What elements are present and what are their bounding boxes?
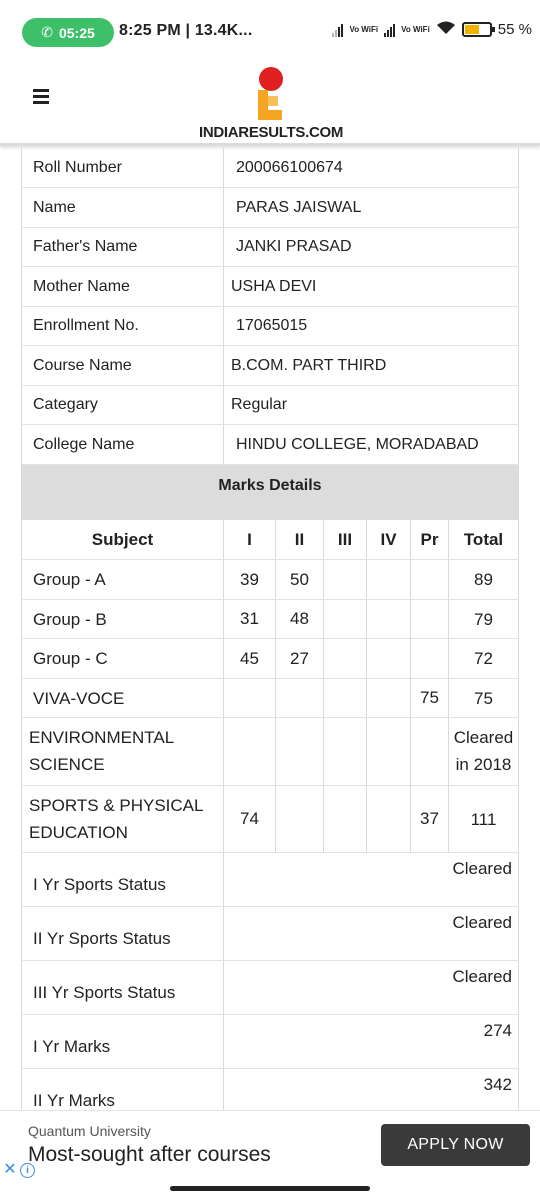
- mark-total: 72: [474, 649, 493, 668]
- subject-cell: VIVA-VOCE: [22, 679, 224, 717]
- row-label: College Name: [22, 425, 224, 464]
- row-label: Mother Name: [22, 267, 224, 306]
- subject-cell: Group - A: [22, 560, 224, 599]
- row-value: 17065015: [236, 317, 308, 334]
- logo-mark-icon: [254, 66, 286, 122]
- mark-total: Cleared in 2018: [453, 728, 514, 774]
- info-icon[interactable]: i: [20, 1163, 35, 1178]
- mark-ii: [276, 679, 324, 717]
- table-row: [21, 718, 519, 786]
- row-value: 200066100674: [236, 158, 343, 176]
- row-value: USHA DEVI: [231, 277, 317, 295]
- site-header: [0, 64, 540, 146]
- summary-value: Cleared: [452, 913, 512, 932]
- table-row: [21, 786, 519, 853]
- mark-iii: [324, 639, 367, 678]
- mark-pr: [411, 639, 449, 678]
- subject-cell: Group - C: [22, 639, 224, 678]
- table-row: [21, 148, 519, 188]
- marks-header-row: [21, 520, 519, 560]
- subject-cell: SPORTS & PHYSICAL EDUCATION: [22, 786, 224, 852]
- col-header-pr: Pr: [411, 520, 449, 559]
- mark-i: [224, 679, 276, 717]
- mark-ii: [276, 786, 324, 852]
- table-row: [21, 228, 519, 267]
- row-value: JANKI PRASAD: [236, 238, 352, 255]
- battery-percent: 55 %: [497, 21, 532, 38]
- row-label: Name: [22, 188, 224, 227]
- mark-i: 45: [224, 639, 276, 678]
- table-row: [21, 679, 519, 718]
- mark-pr: [411, 560, 449, 599]
- row-label: Father's Name: [22, 228, 224, 266]
- mark-i: 39: [224, 560, 276, 599]
- summary-label: II Yr Sports Status: [22, 907, 224, 960]
- mark-pr: [411, 600, 449, 638]
- row-value: Regular: [231, 396, 288, 413]
- mark-ii: [276, 718, 324, 785]
- mark-total: 79: [474, 609, 493, 629]
- table-row: [21, 961, 519, 1015]
- row-value: PARAS JAISWAL: [236, 198, 362, 216]
- summary-value: Cleared: [452, 967, 512, 986]
- gesture-nav-bar[interactable]: [170, 1186, 370, 1191]
- result-table: [21, 148, 519, 1123]
- mark-iii: [324, 600, 367, 638]
- mark-iv: [367, 600, 411, 638]
- row-value: B.COM. PART THIRD: [231, 356, 387, 374]
- col-header-iii: III: [324, 520, 367, 559]
- table-row: [21, 600, 519, 639]
- table-row: [21, 907, 519, 961]
- col-header-ii: II: [276, 520, 324, 559]
- close-icon[interactable]: ✕: [3, 1161, 17, 1178]
- table-row: [21, 853, 519, 907]
- summary-value: 342: [483, 1075, 512, 1094]
- row-value: HINDU COLLEGE, MORADABAD: [236, 435, 479, 453]
- row-label: Enrollment No.: [22, 307, 224, 345]
- mark-iv: [367, 718, 411, 785]
- signal-icon: [332, 23, 343, 37]
- subject-cell: ENVIRONMENTAL SCIENCE: [22, 718, 224, 785]
- table-row: [21, 267, 519, 307]
- mark-pr: [411, 718, 449, 785]
- status-bar: [0, 0, 540, 64]
- mark-i: [224, 718, 276, 785]
- mark-ii: 50: [276, 560, 324, 599]
- mark-iii: [324, 718, 367, 785]
- table-row: [21, 307, 519, 346]
- mark-ii: 27: [276, 639, 324, 678]
- mark-total: 75: [474, 688, 493, 708]
- wifi-icon: [436, 20, 456, 39]
- vowifi-label: Vo WiFi: [349, 24, 379, 34]
- mark-total: 111: [470, 809, 497, 829]
- mark-i: 74: [224, 786, 276, 852]
- row-label: Categary: [22, 386, 224, 424]
- mark-i: 31: [224, 600, 276, 638]
- col-header-total: Total: [463, 530, 504, 549]
- col-header-iv: IV: [367, 520, 411, 559]
- mark-iv: [367, 786, 411, 852]
- apply-now-button[interactable]: APPLY NOW: [381, 1124, 530, 1166]
- summary-value: 274: [483, 1021, 512, 1040]
- mark-iii: [324, 786, 367, 852]
- mark-pr: 37: [411, 786, 449, 852]
- mark-iii: [324, 560, 367, 599]
- mark-iv: [367, 560, 411, 599]
- table-row: [21, 425, 519, 465]
- signal-icon: [384, 23, 395, 37]
- col-header-i: I: [224, 520, 276, 559]
- mark-iv: [367, 679, 411, 717]
- ad-advertiser: Quantum University: [28, 1123, 151, 1139]
- logo-text: INDIARESULTS.COM: [198, 124, 344, 141]
- table-row: [21, 346, 519, 386]
- mark-total: 89: [474, 570, 493, 589]
- mark-iv: [367, 639, 411, 678]
- summary-label: III Yr Sports Status: [22, 961, 224, 1014]
- summary-label: I Yr Sports Status: [22, 853, 224, 906]
- ongoing-call-pill[interactable]: [22, 18, 114, 47]
- status-icons: [332, 20, 532, 39]
- vowifi-label: Vo WiFi: [401, 24, 430, 34]
- phone-icon: ✆: [41, 24, 53, 40]
- col-header-subject: Subject: [22, 520, 224, 559]
- mark-pr: 75: [411, 679, 449, 717]
- ad-controls: [2, 1161, 40, 1179]
- subject-cell: Group - B: [22, 600, 224, 638]
- mark-ii: 48: [276, 600, 324, 638]
- row-label: Roll Number: [22, 148, 224, 187]
- table-row: [21, 188, 519, 228]
- menu-icon[interactable]: [33, 89, 49, 107]
- summary-label: II Yr Marks: [22, 1069, 224, 1122]
- summary-label: I Yr Marks: [22, 1015, 224, 1068]
- ad-headline[interactable]: Most-sought after courses: [28, 1143, 271, 1166]
- marks-details-heading: Marks Details: [21, 465, 519, 520]
- table-row: [21, 560, 519, 600]
- table-row: [21, 1015, 519, 1069]
- summary-value: Cleared: [452, 859, 512, 878]
- battery-icon: [462, 22, 492, 37]
- row-label: Course Name: [22, 346, 224, 385]
- site-logo[interactable]: [196, 64, 346, 144]
- table-row: [21, 386, 519, 425]
- status-time-text: 8:25 PM | 13.4K...: [119, 22, 253, 39]
- mark-iii: [324, 679, 367, 717]
- call-timer: 05:25: [58, 24, 95, 41]
- table-row: [21, 639, 519, 679]
